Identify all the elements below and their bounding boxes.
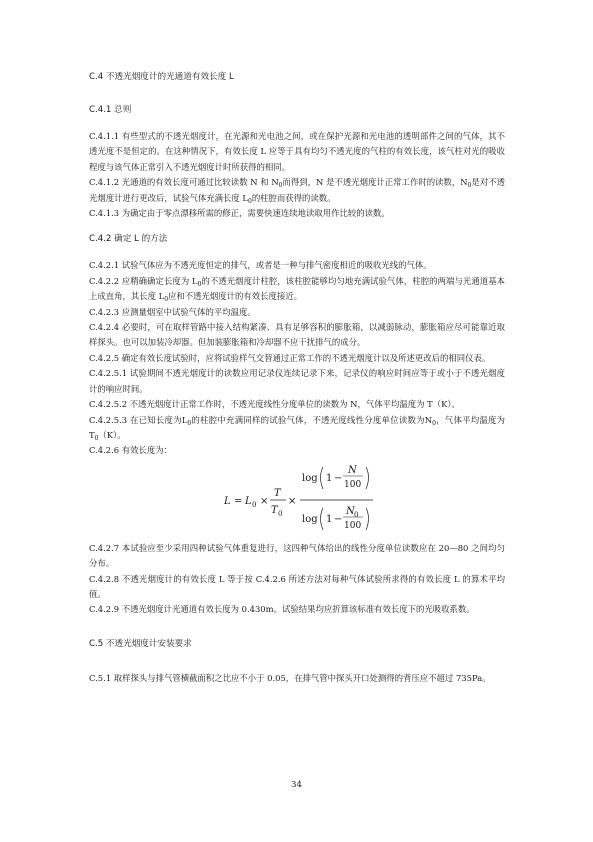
paragraph-c422: C.4.2.2 应精确确定长度为 $L_0$的不透光烟度计柱腔，该柱腔能够均匀地充满试验气体，柱腔的两端与光通道基本上成直角，其长度 $L_0$应和不透光烟度计的有效长度接近。: [89, 275, 506, 304]
effective-length-formula: [89, 459, 505, 541]
paragraph-c411: C.4.1.1 有些型式的不透光烟度计，在光源和光电池之间，或在保护光源和光电池的透明部件之间的气体，其不透光度不是恒定的。在这种情况下，有效长度 L 应等于具有均匀不透光度的气柱的有效长度，该气柱对光的吸收程度与该气体正常引入不透光烟度计时所获得的相同。: [89, 131, 505, 172]
paragraph-c412: C.4.1.2 光通道的有效长度可通过比较读数 N 和 $N_0$而得到，N 是不透光烟度计正常工作时的读数，$N_0$是对不透光烟度计进行更改后，试验气体充满长度 $L_0$的柱腔而获得的读数。: [89, 177, 505, 205]
paragraph-c428: C.4.2.8 不透光烟度计的有效长度 L 等于按 C.4.2.6 所述方法对每种气体试验所求得的有效长度 L 的算术平均值。: [89, 573, 505, 599]
paragraph-c4252: C.4.2.5.2 不透光烟度计正常工作时，不透光度线性分度单位的读数为 N，气体平均温度为 T（K）。: [89, 399, 460, 410]
section-c41-heading: C.4.1 总则: [89, 105, 132, 115]
formula-log-denominator: log: [302, 513, 318, 525]
paragraph-c4253: C.4.2.5.3 在已知长度为$L_0$的柱腔中充满同样的试验气体，不透光度线性分度单位读数为$N_0$，气体平均温度为 $T_0(K)$。: [89, 414, 506, 442]
formula-n0: N: [346, 505, 355, 517]
section-c42-heading: C.4.2 确定 L 的方法: [89, 234, 168, 245]
formula-log-numerator: log: [302, 472, 318, 484]
formula-one-2: 1: [326, 513, 333, 525]
formula-times-1: ×: [260, 495, 269, 507]
page-content: [89, 71, 505, 686]
formula-t-denominator-sub: 0: [278, 509, 283, 518]
paragraph-c421: C.4.2.1 试验气体应为不透光度恒定的排气，或者是一种与排气密度相近的吸收光线的气体。: [89, 260, 432, 271]
formula-graphic: [224, 459, 384, 541]
paragraph-c4251: C.4.2.5.1 试验期间不透光烟度计的读数应用记录仪连续记录下来，记录仪的响应时间应等于或小于不透光烟度计的响应时间。: [89, 368, 505, 394]
paragraph-c429: C.4.2.9 不透光烟度计光通道有效长度为 0.430m。试验结果均应折算该标准有效长度下的光吸收系数。: [89, 604, 475, 615]
formula-lhs: L: [224, 495, 231, 507]
formula-minus-1: −: [334, 472, 343, 484]
paragraph-c423: C.4.2.3 应测量烟室中试验气体的平均温度。: [89, 306, 256, 317]
paragraph-c51: C.5.1 取样探头与排气管横截面积之比应不小于 0.05，在排气管中探头开口处测得的背压应不超过 735Pa。: [89, 672, 491, 683]
formula-paren-close-1: [366, 467, 369, 489]
paragraph-c425: C.4.2.5 确定有效长度试验时，应将试验样气交替通过正常工作的不透光烟度计以及所述更改后的相同仪表。: [89, 352, 491, 363]
formula-l0: L: [245, 495, 252, 507]
formula-paren-close-2: [366, 508, 369, 530]
formula-l0-sub: 0: [252, 500, 257, 509]
formula-one-1: 1: [326, 472, 333, 484]
formula-hundred-2: 100: [344, 520, 362, 531]
page-number: 34: [291, 780, 302, 790]
formula-times-2: ×: [288, 495, 297, 507]
formula-t-numerator: T: [274, 487, 281, 499]
formula-hundred-1: 100: [344, 479, 362, 490]
section-c5-title: C.5 不透光烟度计安装要求: [89, 638, 192, 649]
formula-n: N: [348, 464, 357, 476]
formula-minus-2: −: [334, 513, 343, 525]
formula-n0-sub: 0: [354, 510, 359, 519]
paragraph-c424: C.4.2.4 必要时，可在取样管路中接入结构紧凑、具有足够容积的膨胀箱，以减弱脉动，膨胀箱应尽可能靠近取样探头。也可以加装冷却器。但加装膨胀箱和冷却器不应干扰排气的成分。: [89, 322, 505, 348]
formula-paren-open-1: [321, 467, 324, 489]
section-c4-title: C.4 不透光烟度计的光通道有效长度 L: [89, 72, 234, 82]
paragraph-c427: C.4.2.7 本试验应至少采用四种试验气体重复进行，这四种气体给出的线性分度单位读数应在 20—80 之间均匀分布。: [89, 542, 505, 569]
paragraph-c426: C.4.2.6 有效长度为：: [89, 445, 172, 456]
formula-t-denominator: T: [271, 504, 278, 516]
formula-equals: =: [234, 495, 243, 507]
paragraph-c413: C.4.1.3 为确定由于零点漂移所需的修正，需要快速连续地读取用作比较的读数。: [89, 208, 390, 219]
formula-paren-open-2: [321, 508, 324, 530]
